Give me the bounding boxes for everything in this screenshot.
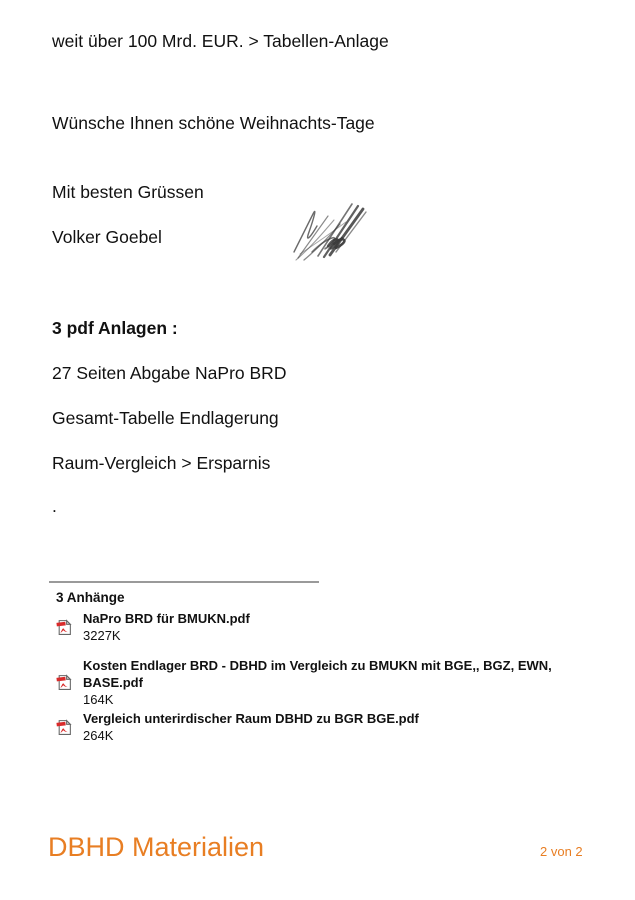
sender-name: Volker Goebel: [52, 227, 162, 247]
attachment-filename: NaPro BRD für BMUKN.pdf: [83, 611, 250, 626]
pdf-file-icon: [56, 674, 73, 691]
attachment-item: [56, 610, 250, 644]
attachment-item: [56, 710, 419, 744]
attachment-description-3: Raum-Vergleich > Ersparnis: [52, 453, 271, 473]
attachment-filename: Vergleich unterirdischer Raum DBHD zu BGR BGE.pdf: [83, 711, 419, 726]
body-paragraph-intro: weit über 100 Mrd. EUR. > Tabellen-Anlage: [52, 31, 389, 51]
attachments-divider: [49, 581, 319, 583]
attachments-count-label: 3 Anhänge: [56, 590, 125, 605]
attachment-size: 264K: [83, 728, 114, 743]
attachment-description-1: 27 Seiten Abgabe NaPro BRD: [52, 363, 287, 383]
attachment-text-block: [83, 610, 250, 644]
signature-scribble-icon: [288, 194, 372, 264]
body-paragraph-greeting: Wünsche Ihnen schöne Weihnachts-Tage: [52, 113, 375, 133]
attachments-list-heading: 3 pdf Anlagen :: [52, 318, 178, 338]
attachment-size: 164K: [83, 692, 114, 707]
page-number-indicator: 2 von 2: [540, 844, 583, 859]
footer-title: DBHD Materialien: [48, 832, 265, 862]
attachment-text-block: [83, 657, 555, 708]
attachment-item: [56, 657, 555, 708]
attachment-filename: Kosten Endlager BRD - DBHD im Vergleich zu BMUKN mit BGE,, BGZ, EWN, BASE.pdf: [83, 658, 552, 690]
attachment-text-block: [83, 710, 419, 744]
trailing-period: .: [52, 496, 57, 516]
body-paragraph-closing: Mit besten Grüssen: [52, 182, 204, 202]
pdf-file-icon: [56, 719, 73, 736]
pdf-file-icon: [56, 619, 73, 636]
attachment-size: 3227K: [83, 628, 121, 643]
attachment-description-2: Gesamt-Tabelle Endlagerung: [52, 408, 279, 428]
